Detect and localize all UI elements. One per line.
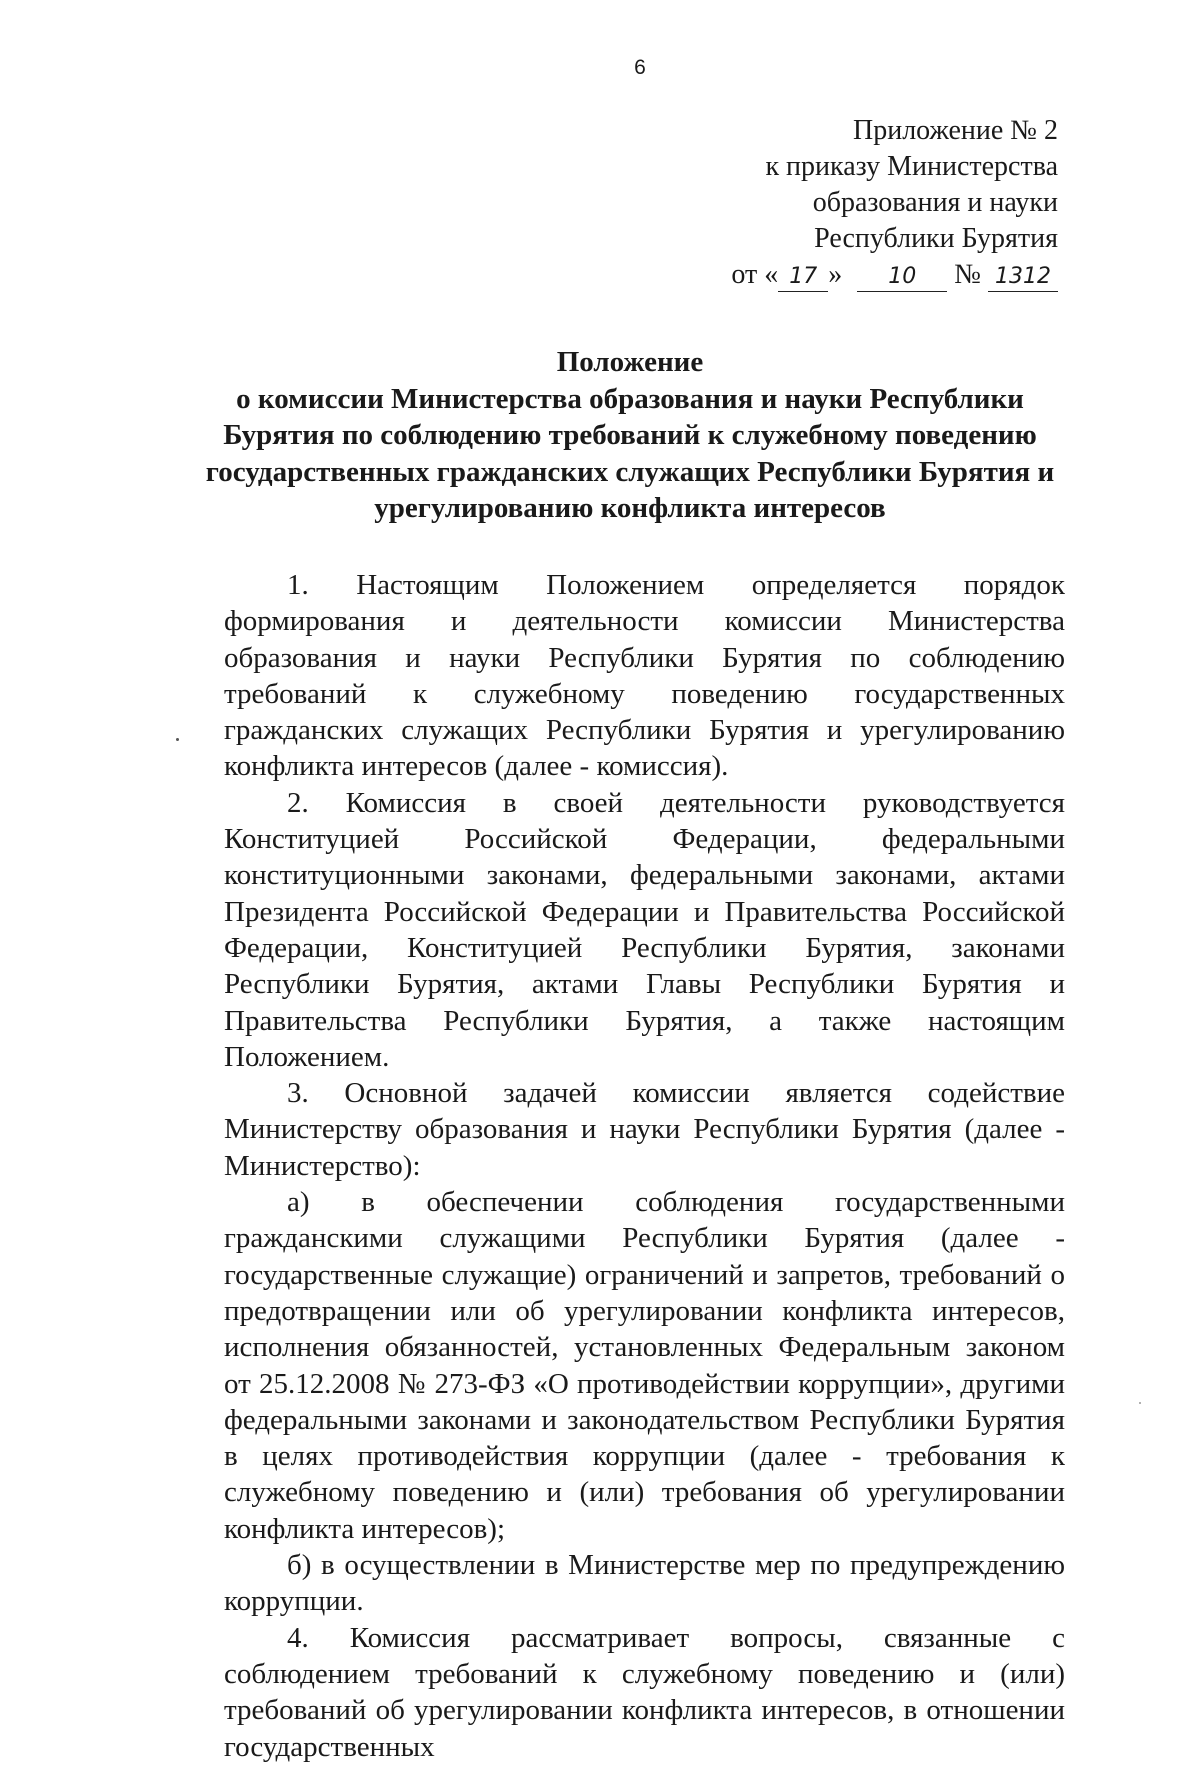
paragraph-3b: б) в осуществлении в Министерстве мер по предупреждению коррупции. [224, 1549, 1065, 1618]
title-line-2: Бурятия по соблюдению требований к служебному поведению [223, 419, 1037, 451]
paragraph-3: 3. Основной задачей комиссии является содействие Министерству образования и науки Республики Бурятия (далее - Министерство): [224, 1077, 1065, 1182]
appendix-line-1: Приложение № 2 [853, 115, 1058, 146]
handwritten-day: 17 [778, 263, 828, 292]
appendix-line-3: образования и науки [812, 187, 1058, 218]
date-mid: » [828, 259, 843, 290]
scan-speck [176, 738, 179, 741]
paragraph-2: 2. Комиссия в своей деятельности руководствуется Конституцией Российской Федерации, федеральными конституционными законами, федеральными законами, актами Президента Российской Федерации и Правительства Российской Федерации, Конституцией Республики Бурятия, законами Республики Бурятия, актами Главы Республики Бурятия и Правительства Республики Бурятия, а также настоящим Положением. [224, 786, 1065, 1073]
date-prefix: от « [731, 259, 779, 290]
appendix-line-2: к приказу Министерства [765, 151, 1058, 182]
title-heading: Положение [556, 346, 704, 378]
appendix-line-4: Республики Бурятия [814, 223, 1058, 254]
document-title [188, 344, 1072, 527]
title-line-1: о комиссии Министерства образования и науки Республики [236, 382, 1024, 415]
paragraph-3a: а) в обеспечении соблюдения государственными гражданскими служащими Республики Бурятия (далее - государственные служащие) ограничений и запретов, требований о предотвращении или об урегулировании конфликта интересов, исполнения обязанностей, установленных Федеральным законом от 25.12.2008 № 273-ФЗ «О противодействии коррупции», другими федеральными законами и законодательством Республики Бурятия в целях противодействия коррупции (далее - требования к служебному поведению и (или) требования об урегулировании конфликта интересов); [224, 1186, 1065, 1545]
paragraph-1: 1. Настоящим Положением определяется порядок формирования и деятельности комиссии Министерства образования и науки Республики Бурятия по соблюдению требований к служебному поведению государственных гражданских служащих Республики Бурятия и урегулированию конфликта интересов (далее - комиссия). [224, 569, 1065, 783]
document-body [224, 567, 1065, 1765]
appendix-block [731, 113, 1058, 293]
paragraph-4: 4. Комиссия рассматривает вопросы, связанные с соблюдением требований к служебному поведению и (или) требований об урегулировании конфликта интересов, в отношении государственных [224, 1621, 1065, 1763]
number-label: № [954, 259, 981, 290]
page-number: 6 [634, 56, 646, 79]
handwritten-month: 10 [857, 263, 947, 292]
handwritten-number: 1312 [988, 263, 1058, 292]
scan-speck [1139, 1402, 1141, 1404]
title-line-4: урегулированию конфликта интересов [374, 492, 886, 524]
title-line-3: государственных гражданских служащих Республики Бурятия и [205, 455, 1055, 488]
appendix-date-line [731, 257, 1058, 293]
